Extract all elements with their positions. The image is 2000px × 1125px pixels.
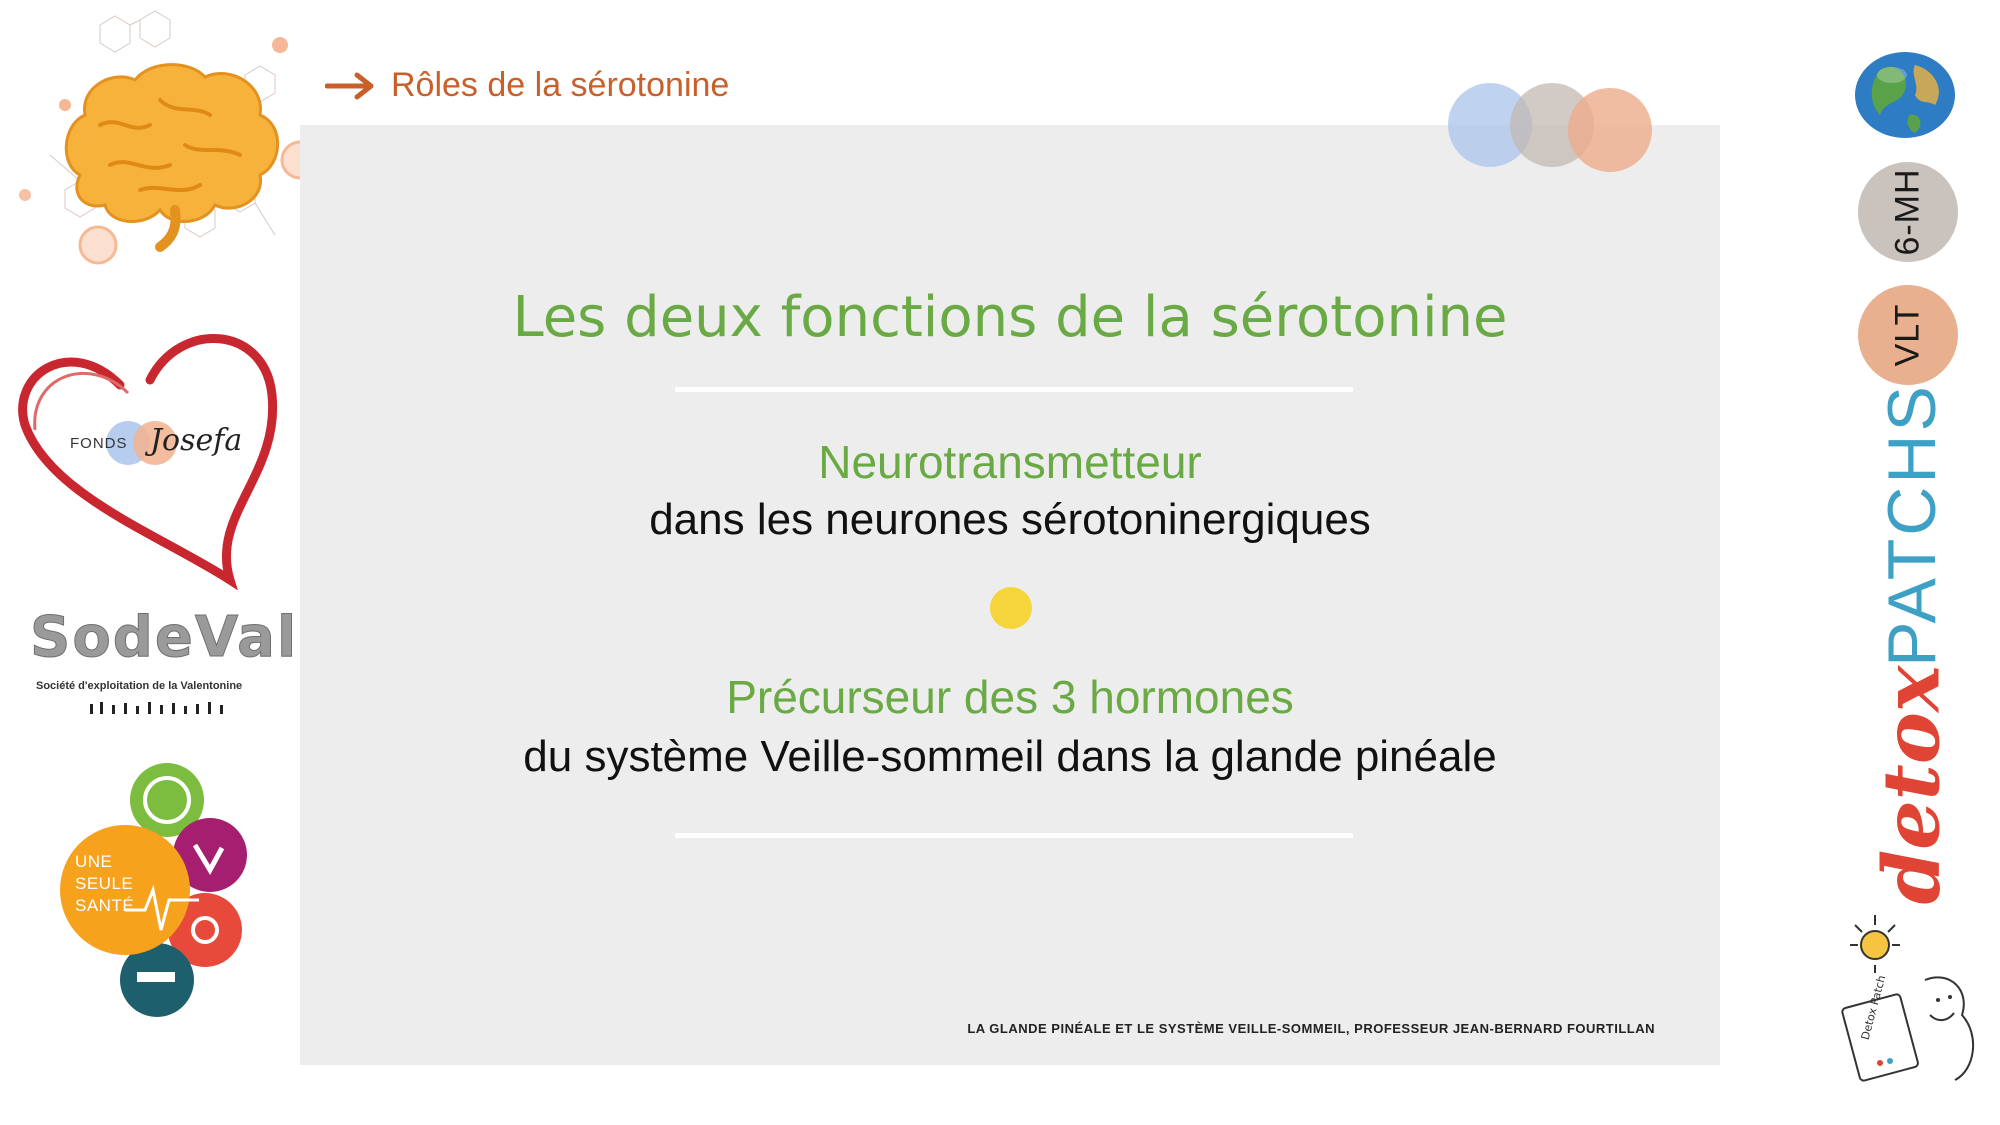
detox-word: detox bbox=[1866, 665, 1958, 905]
une-label: UNE bbox=[75, 852, 113, 871]
section-title: Rôles de la sérotonine bbox=[391, 66, 730, 104]
seule-label: SEULE bbox=[75, 874, 134, 893]
detox-patch-sketch bbox=[1830, 905, 1995, 1095]
heart-icon bbox=[10, 315, 285, 590]
une-seule-sante-logo bbox=[55, 760, 255, 1020]
section-header bbox=[325, 66, 729, 105]
fonds-josefa-logo bbox=[10, 315, 285, 590]
fonds-label: FONDS bbox=[70, 435, 128, 452]
brain-logo bbox=[10, 5, 320, 285]
badge-vlt bbox=[1858, 285, 1958, 385]
sodeval-name: SodeVal bbox=[30, 605, 299, 670]
decorative-circles bbox=[1440, 80, 1660, 180]
sketch-label: Detox Patch bbox=[1858, 973, 1889, 1042]
right-logo-column bbox=[1810, 0, 2000, 1125]
function-2-description: du système Veille-sommeil dans la glande pinéale bbox=[523, 732, 1497, 781]
detox-patchs-logo bbox=[1862, 383, 1962, 905]
function-1-description: dans les neurones sérotoninergiques bbox=[649, 495, 1371, 544]
josefa-signature: Josefa bbox=[150, 423, 243, 458]
divider-top bbox=[675, 387, 1353, 392]
function-2-title: Précurseur des 3 hormones bbox=[726, 671, 1294, 723]
badge-vlt-label: VLT bbox=[1888, 303, 1927, 367]
function-1-title: Neurotransmetteur bbox=[818, 436, 1202, 488]
sodeval-subtitle: Société d'exploitation de la Valentonine bbox=[36, 680, 243, 692]
sante-label: SANTÉ bbox=[75, 896, 135, 915]
separator-dot bbox=[990, 587, 1032, 629]
silhouettes-icon bbox=[90, 700, 250, 714]
patchs-word: PATCHS bbox=[1874, 383, 1950, 667]
slide-title: Les deux fonctions de la sérotonine bbox=[512, 285, 1508, 350]
content-panel bbox=[300, 125, 1720, 1065]
sodeval-logo bbox=[30, 605, 300, 725]
badge-6mh bbox=[1858, 162, 1958, 262]
globe-icon bbox=[1850, 45, 1960, 145]
divider-bottom bbox=[675, 833, 1353, 838]
left-logo-column bbox=[0, 0, 320, 1125]
badge-6mh-label: 6-MH bbox=[1888, 168, 1927, 256]
footer-reference: LA GLANDE PINÉALE ET LE SYSTÈME VEILLE-SOMMEIL, PROFESSEUR JEAN-BERNARD FOURTILLAN bbox=[967, 1021, 1655, 1036]
arrow-right-icon bbox=[325, 71, 375, 101]
